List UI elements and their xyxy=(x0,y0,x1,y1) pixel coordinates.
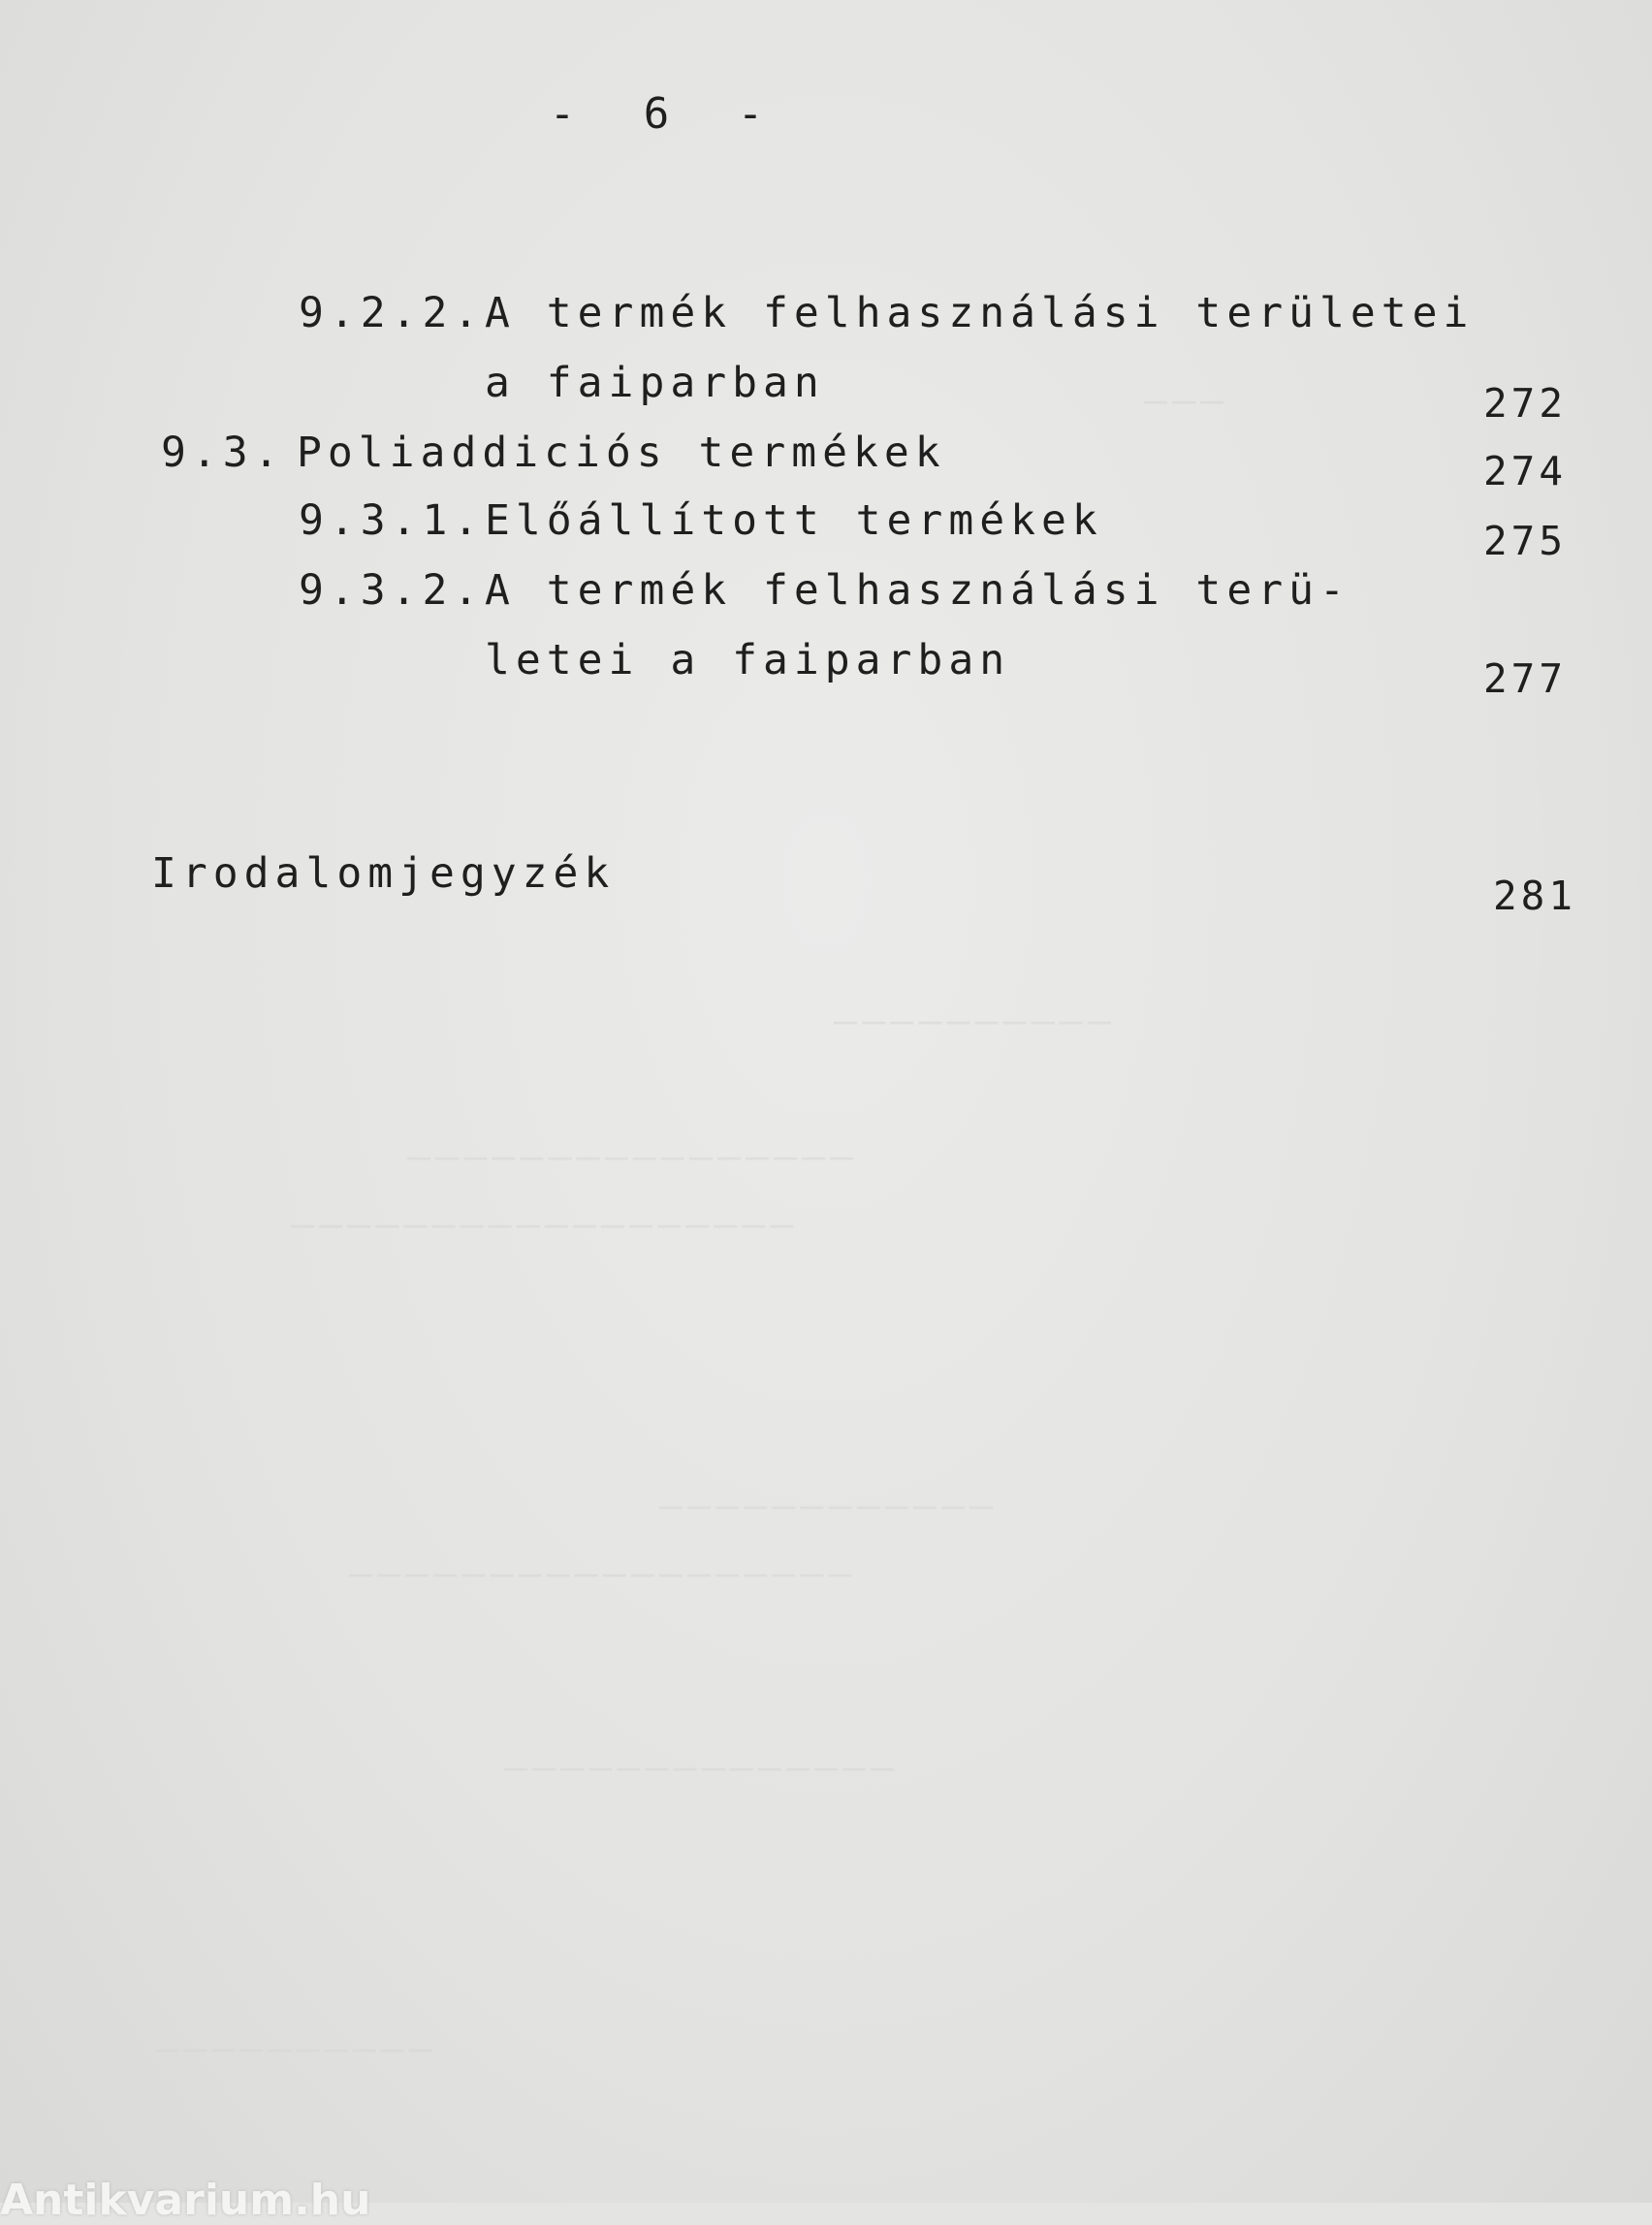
bleed-through-mark: —————————— xyxy=(155,2026,437,2071)
toc-number: 9.3. xyxy=(161,429,285,477)
watermark-logo: Antikvarium.hu xyxy=(0,2176,371,2225)
page-number: - 6 - xyxy=(549,89,785,139)
bibliography-page-number: 281 xyxy=(1493,873,1577,919)
bleed-through-mark: ———————————— xyxy=(659,1483,998,1528)
toc-title: A termék felhasználási területei xyxy=(485,289,1475,337)
bleed-through-mark: —————————————— xyxy=(504,1745,900,1790)
toc-page-number: 275 xyxy=(1483,518,1568,564)
bleed-through-mark: —————————— xyxy=(834,999,1116,1043)
toc-title: Poliaddiciós termékek xyxy=(297,429,946,477)
bleed-through-mark: —————————————————— xyxy=(349,1551,857,1596)
toc-title-continued: letei a faiparban xyxy=(485,636,1011,684)
bleed-through-mark: ———————————————— xyxy=(407,1134,859,1179)
bleed-through-mark: —————————————————— xyxy=(291,1202,799,1247)
toc-title-continued: a faiparban xyxy=(485,359,825,407)
bibliography-label: Irodalomjegyzék xyxy=(151,849,616,898)
toc-page-number: 277 xyxy=(1483,655,1568,702)
toc-title: Előállított termékek xyxy=(485,496,1103,545)
toc-number: 9.2.2. xyxy=(299,289,485,337)
toc-number: 9.3.2. xyxy=(299,566,485,615)
toc-page-number: 274 xyxy=(1483,448,1568,494)
toc-title: A termék felhasználási terü- xyxy=(485,566,1350,615)
toc-number: 9.3.1. xyxy=(299,496,485,545)
bleed-through-mark: ——— xyxy=(1144,378,1229,423)
toc-page-number: 272 xyxy=(1483,380,1568,427)
